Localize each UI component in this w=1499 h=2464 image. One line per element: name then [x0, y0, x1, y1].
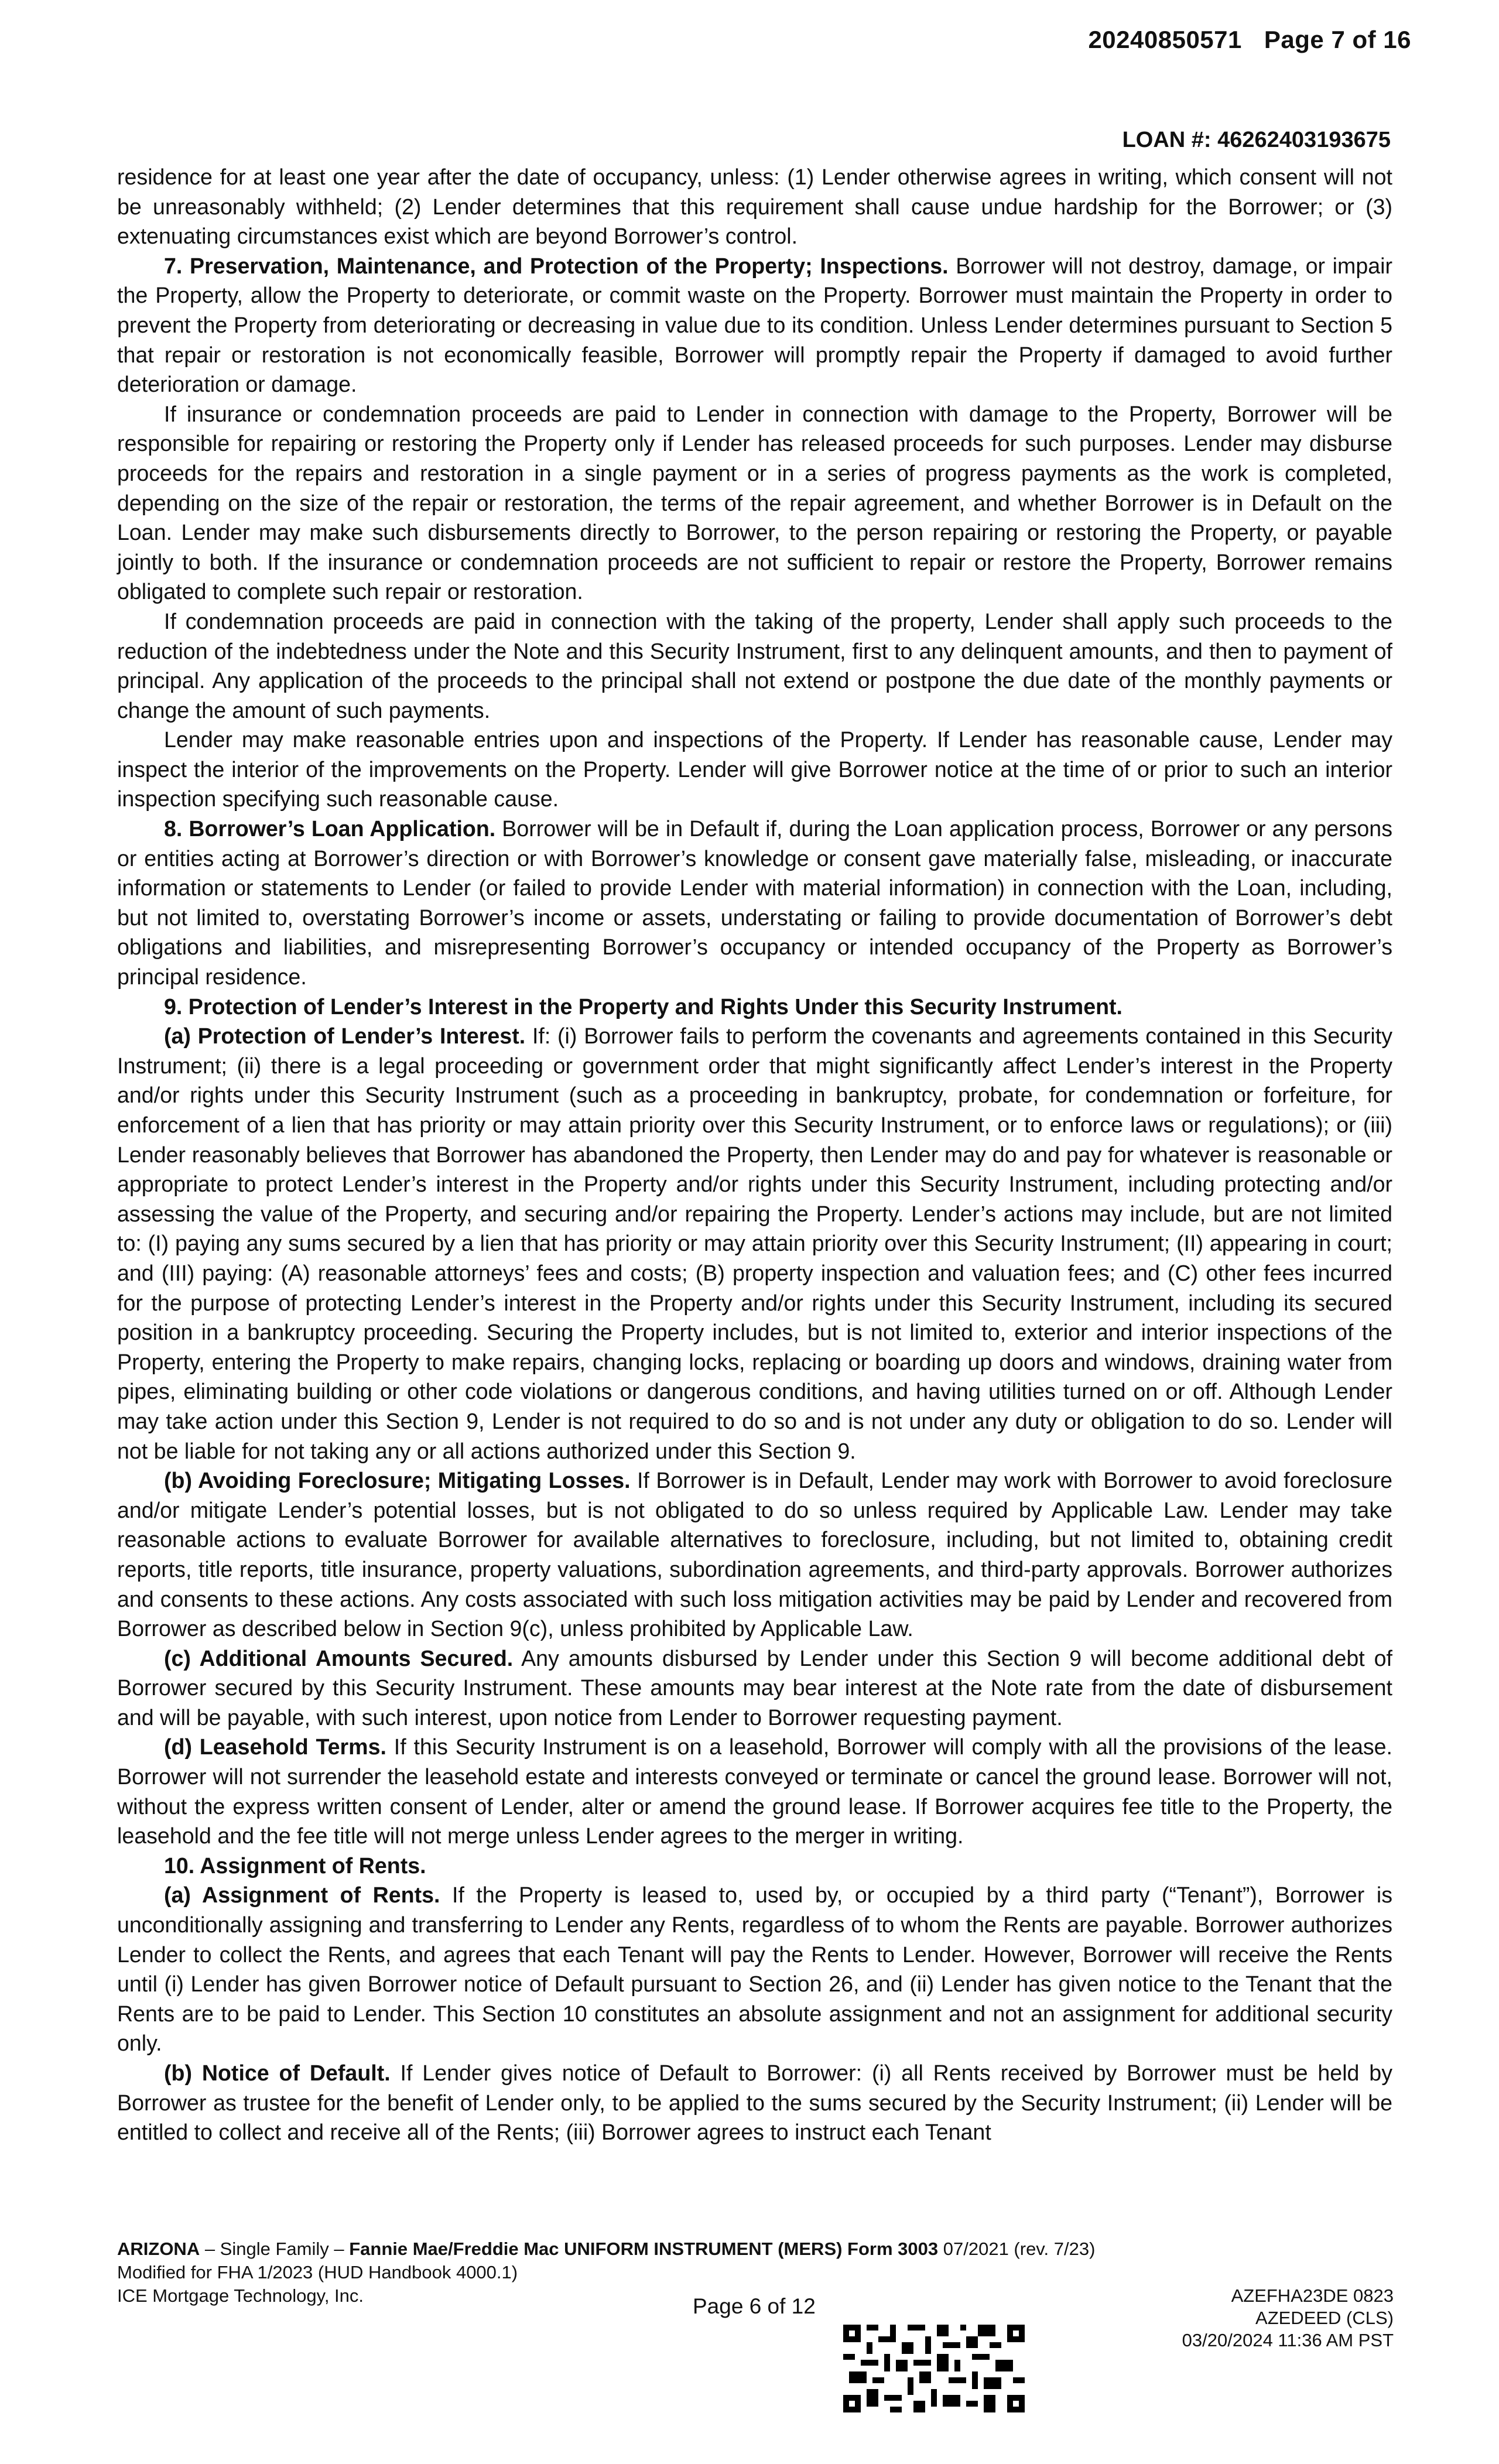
section-9b: [117, 1466, 1392, 1644]
form-timestamp: 03/20/2024 11:36 AM PST: [1182, 2330, 1394, 2350]
form-code: AZEFHA23DE 0823: [1231, 2285, 1394, 2306]
section-heading: 7. Preservation, Maintenance, and Protection of the Property; Inspections.: [164, 253, 949, 278]
section-heading: 9. Protection of Lender’s Interest in the Property and Rights Under this Security Instrument.: [164, 994, 1122, 1019]
form-company: ICE Mortgage Technology, Inc.: [117, 2285, 364, 2306]
section-9-heading: [117, 992, 1392, 1022]
paragraph: residence for at least one year after the date of occupancy, unless: (1) Lender otherwise agrees in writing, which consent will not be unreasonably withheld; (2) Lender determines that this requirement shall cause undue hardship for the Borrower; or (3) extenuating circumstances exist which are beyond Borrower’s control.: [117, 165, 1392, 249]
paragraph: If insurance or condemnation proceeds are paid to Lender in connection with damage to the Property, Borrower will be responsible for repairing or restoring the Property only if Lender has released proceeds for such purposes. Lender may disburse proceeds for the repairs and restoration in a single payment or in a series of progress payments as the work is completed, depending on the size of the repair or restoration, the terms of the repair agreement, and whether Borrower is in Default on the Loan. Lender may make such disbursements directly to Borrower, to the person repairing or restoring the Property, or payable jointly to both. If the insurance or condemnation proceeds are not sufficient to repair or restore the Property, Borrower remains obligated to complete such repair or restoration.: [117, 401, 1392, 604]
section-10a: [117, 1880, 1392, 2058]
section-heading: (a) Assignment of Rents.: [164, 1883, 440, 1908]
recording-number: 20240850571: [1088, 26, 1242, 53]
recording-header: [1088, 26, 1411, 54]
section-heading: (c) Additional Amounts Secured.: [164, 1645, 514, 1671]
form-page-number: Page 6 of 12: [693, 2294, 816, 2318]
form-title: [117, 2238, 1095, 2260]
section-9c: [117, 1644, 1392, 1733]
section-heading: (d) Leasehold Terms.: [164, 1734, 386, 1760]
section-heading: (a) Protection of Lender’s Interest.: [164, 1024, 526, 1049]
recording-page: Page 7 of 16: [1264, 26, 1411, 53]
form-instrument: Fannie Mae/Freddie Mac UNIFORM INSTRUMENT (MERS) Form 3003: [349, 2239, 939, 2259]
section-10b: [117, 2058, 1392, 2147]
section-text: If the Property is leased to, used by, or occupied by a third party (“Tenant”), Borrower is unconditionally assigning and transferring to Lender any Rents, regardless of to whom the Rents are payable. Borrower authorizes Lender to collect the Rents, and agrees that each Tenant will pay the Rents to Lender. However, Borrower will receive the Rents until (i) Lender has given Borrower notice of Default pursuant to Section 26, and (ii) Lender has given notice to the Tenant that the Rents are to be paid to Lender. This Section 10 constitutes an absolute assignment and not an assignment for additional security only.: [117, 1883, 1392, 2056]
section-text: If this Security Instrument is on a leasehold, Borrower will comply with all the provisions of the lease. Borrower will not surrender the leasehold estate and interests conveyed or terminate or cancel the ground lease. Borrower will not, without the express written consent of Lender, alter or amend the ground lease. If Borrower acquires fee title to the Property, the leasehold and the fee title will not merge unless Lender agrees to the merger in writing.: [117, 1734, 1392, 1849]
loan-number: LOAN #: 46262403193675: [1122, 128, 1391, 152]
form-codes: [1182, 2285, 1394, 2352]
form-doc-id: AZEDEED (CLS): [1255, 2308, 1394, 2328]
section-7: [117, 251, 1392, 399]
section-text: If Borrower is in Default, Lender may work with Borrower to avoid foreclosure and/or mitigate Lender’s potential losses, but is not obligated to do so unless required by Applicable Law. Lender may take reasonable actions to evaluate Borrower for available alternatives to foreclosure, including, but not limited to, obtaining credit reports, title reports, title insurance, property valuations, subordination agreements, and third-party approvals. Borrower authorizes and consents to these actions. Any costs associated with such loss mitigation activities may be paid by Lender and recovered from Borrower as described below in Section 9(c), unless prohibited by Applicable Law.: [117, 1468, 1392, 1641]
section-heading: (b) Notice of Default.: [164, 2061, 391, 2085]
paragraph: If condemnation proceeds are paid in connection with the taking of the property, Lender shall apply such proceeds to the reduction of the indebtedness under the Note and this Security Instrument, first to any delinquent amounts, and then to payment of principal. Any application of the proceeds to the principal shall not extend or postpone the due date of the monthly payments or change the amount of such payments.: [117, 608, 1392, 723]
section-text: If Lender gives notice of Default to Borrower: (i) all Rents received by Borrower must be held by Borrower as trustee for the benefit of Lender only, to be applied to the sums secured by the Security Instrument; (ii) Lender will be entitled to collect and receive all of the Rents; (iii) Borrower agrees to instruct each Tenant: [117, 2061, 1392, 2145]
section-text: Borrower will not destroy, damage, or impair the Property, allow the Property to deteriorate, or commit waste on the Property. Borrower must maintain the Property in order to prevent the Property from deteriorating or decreasing in value due to its condition. Unless Lender determines pursuant to Section 5 that repair or restoration is not economically feasible, Borrower will promptly repair the Property if damaged to avoid further deterioration or damage.: [117, 253, 1392, 397]
form-state: ARIZONA: [117, 2239, 200, 2259]
paragraph: Lender may make reasonable entries upon and inspections of the Property. If Lender has reasonable cause, Lender may inspect the interior of the improvements on the Property. Lender will give Borrower notice at the time of or prior to such an interior inspection specifying such reasonable cause.: [117, 727, 1392, 812]
section-text: Borrower will be in Default if, during the Loan application process, Borrower or any persons or entities acting at Borrower’s direction or with Borrower’s knowledge or consent gave materially false, misleading, or inaccurate information or statements to Lender (or failed to provide Lender with material information) in connection with the Loan, including, but not limited to, overstating Borrower’s income or assets, understating or failing to provide documentation of Borrower’s debt obligations and liabilities, and misrepresenting Borrower’s occupancy or intended occupancy of the Property as Borrower’s principal residence.: [117, 816, 1393, 990]
section-9a: [117, 1021, 1392, 1466]
section-text: If: (i) Borrower fails to perform the covenants and agreements contained in this Security Instrument; (ii) there is a legal proceeding or government order that might significantly affect Lender’s interest in the Property and/or rights under this Security Instrument (such as a proceeding in bankruptcy, probate, for condemnation or forfeiture, for enforcement of a lien that has priority or may attain priority over this Security Instrument, or to enforce laws or regulations); or (iii) Lender reasonably believes that Borrower has abandoned the Property, then Lender may do and pay for whatever is reasonable or appropriate to protect Lender’s interest in the Property and/or rights under this Security Instrument, including protecting and/or assessing the value of the Property, and securing and/or repairing the Property. Lender’s actions may include, but are not limited to: (I) paying any sums secured by a lien that has priority or may attain priority over this Security Instrument; (II) appearing in court; and (III) paying: (A) reasonable attorneys’ fees and costs; (B) property inspection and valuation fees; and (C) other fees incurred for the purpose of protecting Lender’s interest in the Property and/or rights under this Security Instrument, including its secured position in a bankruptcy proceeding. Securing the Property includes, but is not limited to, exterior and interior inspections of the Property, entering the Property to make repairs, changing locks, replacing or boarding up doors and windows, draining water from pipes, eliminating building or other code violations or dangerous conditions, and having utilities turned on or off. Although Lender may take action under this Section 9, Lender is not required to do so and is not under any duty or obligation to do so. Lender will not be liable for not taking any or all actions authorized under this Section 9.: [117, 1024, 1392, 1463]
form-modified: Modified for FHA 1/2023 (HUD Handbook 4000.1): [117, 2262, 518, 2282]
barcode-icon: [843, 2325, 1025, 2412]
section-heading: 8. Borrower’s Loan Application.: [164, 816, 496, 841]
section-9d: [117, 1732, 1392, 1850]
section-10-heading: [117, 1851, 1392, 1881]
form-footer: [117, 2238, 1394, 2437]
form-type: – Single Family –: [200, 2239, 350, 2259]
section-heading: (b) Avoiding Foreclosure; Mitigating Losses.: [164, 1468, 631, 1493]
section-heading: 10. Assignment of Rents.: [164, 1853, 426, 1878]
form-date: 07/2021 (rev. 7/23): [938, 2239, 1096, 2259]
section-8: [117, 814, 1392, 992]
section-text: Any amounts disbursed by Lender under this Section 9 will become additional debt of Borrower secured by this Security Instrument. These amounts may bear interest at the Note rate from the date of disbursement and will be payable, with such interest, upon notice from Lender to Borrower requesting payment.: [117, 1645, 1392, 1730]
document-body: [117, 162, 1392, 2147]
